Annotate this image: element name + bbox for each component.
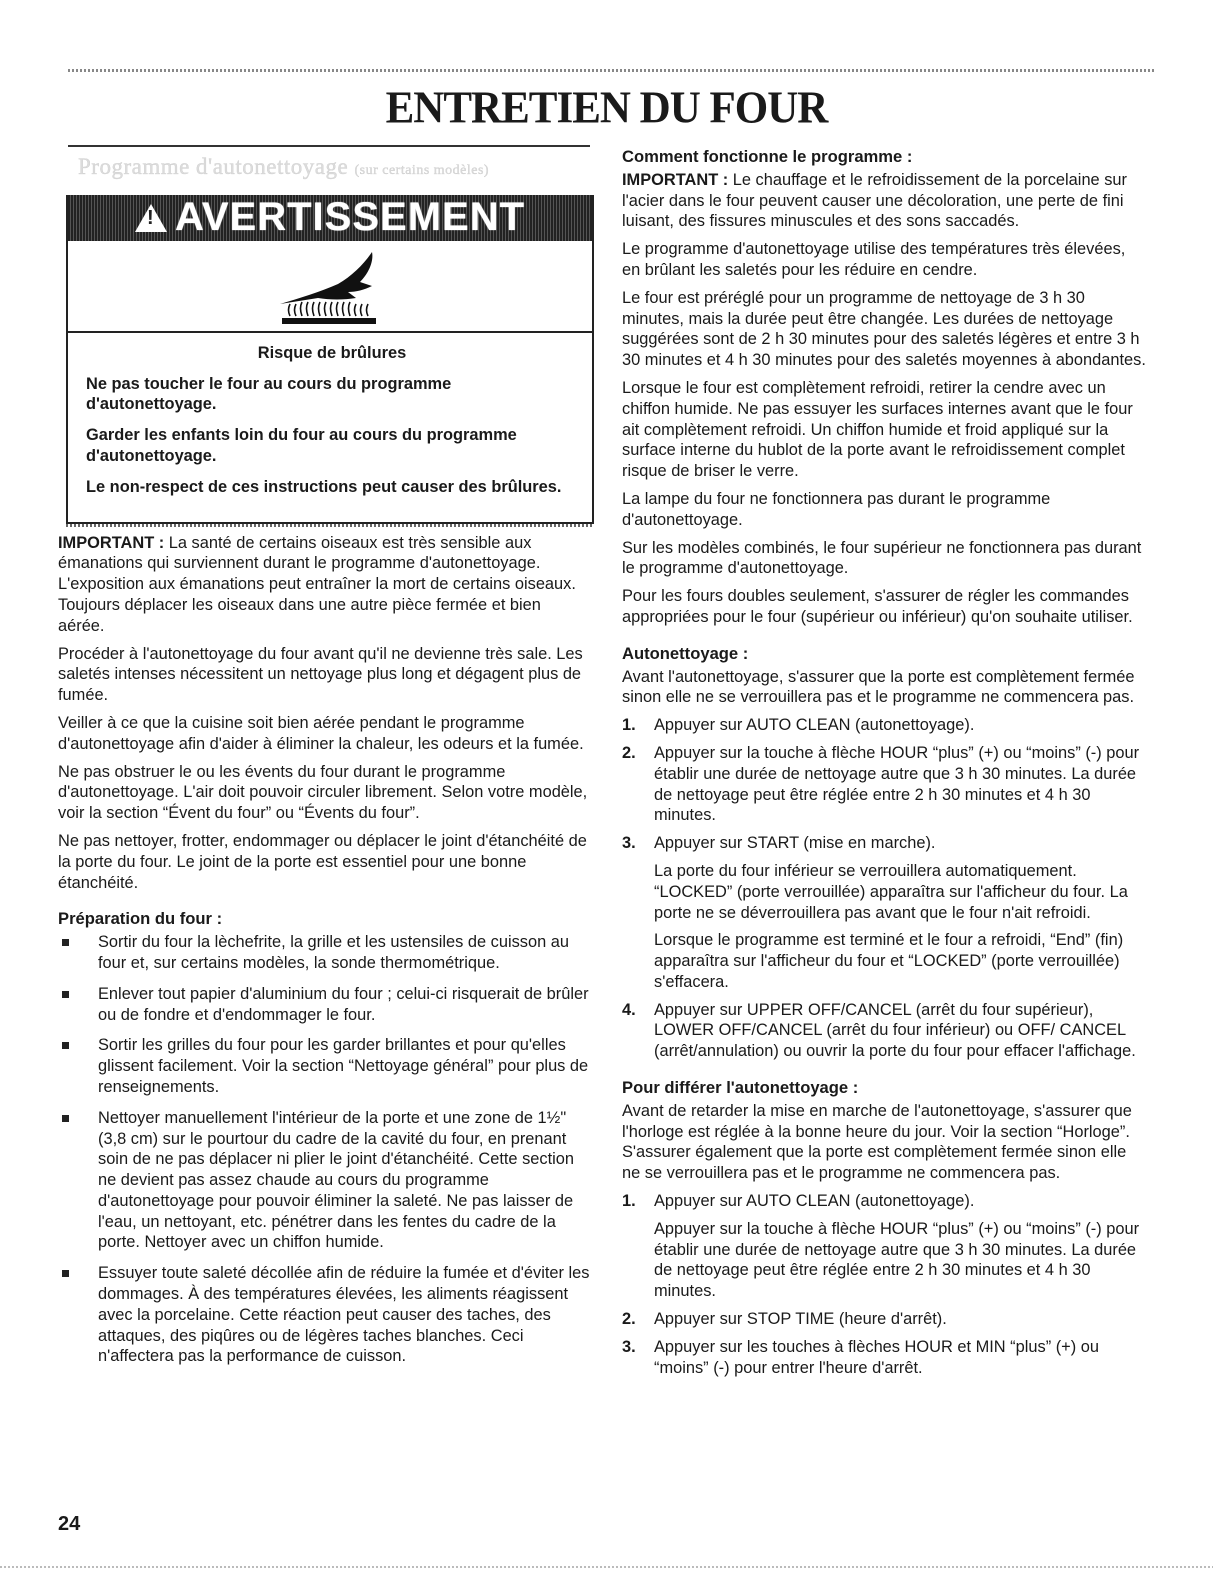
- step-number: 3.: [622, 1337, 636, 1356]
- step-text: Appuyer sur la touche à flèche HOUR “plus” (+) ou “moins” (-) pour établir une durée de nettoyage autre que 3 h 30 minutes. La durée de nettoyage peut être réglée entre 2 h 30 minutes et 4 h 30 minutes.: [654, 1219, 1140, 1301]
- list-item: Sortir du four la lèchefrite, la grille et les ustensiles de cuisson au four et, sur certains modèles, la sonde thermométrique.: [58, 932, 590, 974]
- body-paragraph: Ne pas obstruer le ou les évents du four durant le programme d'autonettoyage. L'air doit pouvoir circuler librement. Selon votre modèle, voir la section “Évent du four” ou “Évents du four”.: [58, 762, 588, 823]
- step-number: 1.: [622, 716, 636, 735]
- step-item: [622, 743, 1146, 826]
- warning-line: Le non-respect de ces instructions peut causer des brûlures.: [86, 477, 562, 496]
- prep-list: [58, 932, 590, 1367]
- prep-heading: Préparation du four :: [58, 909, 223, 929]
- warning-body: [68, 333, 592, 522]
- how-important-label: IMPORTANT :: [622, 170, 729, 189]
- right-column: [622, 147, 1146, 1385]
- step-text: Appuyer sur UPPER OFF/CANCEL (arrêt du four supérieur), LOWER OFF/CANCEL (arrêt du four inférieur) ou OFF/ CANCEL (arrêt/annulation) ou ouvrir la porte du four pour effacer l'affichage.: [654, 1000, 1136, 1061]
- step-item: [622, 1337, 1146, 1379]
- auto-intro: Avant l'autonettoyage, s'assurer que la porte est complètement fermée sinon elle ne se verrouillera pas et le programme ne commencera pas.: [622, 667, 1135, 707]
- hand-burn-icon: [260, 246, 400, 326]
- step-text: La porte du four inférieur se verrouillera automatiquement. “LOCKED” (porte verrouillée) apparaîtra sur l'afficheur du four. La porte ne se déverrouillera pas avant que le four n'ait refroidi.: [654, 861, 1128, 922]
- important-paragraph: [58, 533, 590, 637]
- body-paragraph: Veiller à ce que la cuisine soit bien aérée pendant le programme d'autonettoyage afin d'aider à éliminer la chaleur, les odeurs et la fumée.: [58, 713, 584, 753]
- step-item: [622, 715, 1146, 736]
- auto-heading: Autonettoyage :: [622, 643, 749, 663]
- step-number: 2.: [622, 1310, 636, 1329]
- step-text: Appuyer sur AUTO CLEAN (autonettoyage).: [654, 1192, 975, 1211]
- list-item: Nettoyer manuellement l'intérieur de la porte et une zone de 1½" (3,8 cm) sur le pourtour du cadre de la cavité du four, en prenant soin de ne pas déplacer ni plier le joint d'étanchéité. Cette section ne devient pas assez chaude au cours du programme d'autonettoyage pour pouvoir éliminer la saleté. Ne pas laisser de l'eau, un nettoyant, etc. pénétrer dans les fentes du cadre de la porte. Nettoyer avec un chiffon humide.: [58, 1108, 590, 1254]
- step-item: [622, 1000, 1146, 1062]
- delay-steps: [622, 1191, 1146, 1378]
- step-text: Lorsque le programme est terminé et le four a refroidi, “End” (fin) apparaîtra sur l'afficheur du four et “LOCKED” (porte verrouillée) s'effacera.: [654, 931, 1124, 991]
- important-text: La santé de certains oiseaux est très sensible aux émanations qui surviennent durant le programme d'autonettoyage. L'exposition aux émanations peut entraîner la mort de certains oiseaux. Toujours déplacer les oiseaux dans une autre pièce fermée et bien aérée.: [58, 533, 576, 635]
- warning-bottom-rule: [66, 524, 594, 527]
- list-item: Enlever tout papier d'aluminium du four ; celui-ci risquerait de brûler ou de fondre et d'endommager le four.: [58, 984, 590, 1026]
- page-title: ENTRETIEN DU FOUR: [385, 83, 828, 134]
- step-text: Appuyer sur STOP TIME (heure d'arrêt).: [654, 1310, 947, 1329]
- list-item: Sortir les grilles du four pour les garder brillantes et pour qu'elles glissent facilement. Voir la section “Nettoyage général” pour plus de renseignements.: [58, 1035, 590, 1097]
- body-paragraph: Lorsque le four est complètement refroidi, retirer la cendre avec un chiffon humide. Ne pas essuyer les surfaces internes avant que le four ait complètement refroidi. Un chiffon humide et froid appliqué sur la surface interne du hublot de la porte avant le refroidissement complet risque de briser le verre.: [622, 378, 1133, 481]
- step-number: 3.: [622, 834, 636, 853]
- step-item: [622, 833, 1146, 993]
- how-important-text: Le chauffage et le refroidissement de la porcelaine sur l'acier dans le four peuvent causer une décoloration, une perte de fini luisant, des fissures minuscules et des sons saccadés.: [622, 170, 1127, 231]
- step-text: Appuyer sur AUTO CLEAN (autonettoyage).: [654, 716, 975, 735]
- section-rule: [68, 145, 590, 147]
- bottom-dotted-rule: [0, 1566, 1213, 1568]
- how-heading: Comment fonctionne le programme :: [622, 147, 913, 166]
- body-paragraph: Pour les fours doubles seulement, s'assurer de régler les commandes appropriées pour le four (supérieur ou inférieur) qu'on souhaite utiliser.: [622, 587, 1133, 626]
- section-title: [78, 154, 590, 182]
- step-text: Appuyer sur START (mise en marche).: [654, 834, 936, 853]
- top-dotted-rule: [68, 69, 1155, 72]
- warning-triangle-icon: [135, 204, 167, 232]
- warning-line: Garder les enfants loin du four au cours du programme d'autonettoyage.: [86, 426, 517, 465]
- warning-line: Ne pas toucher le four au cours du programme d'autonettoyage.: [86, 374, 452, 414]
- warning-box: [66, 195, 594, 524]
- step-item: [622, 1191, 1146, 1302]
- warning-header: [68, 195, 592, 241]
- warning-pictogram-area: [68, 241, 592, 333]
- how-important-paragraph: [622, 170, 1146, 232]
- step-item: [622, 1309, 1146, 1330]
- page-number: 24: [58, 1513, 81, 1535]
- section-title-main: Programme d'autonettoyage: [78, 154, 349, 179]
- warning-subtitle: Risque de brûlures: [257, 343, 407, 362]
- body-paragraph: Procéder à l'autonettoyage du four avant qu'il ne devienne très sale. Les saletés intenses nécessitent un nettoyage plus long et dégagent plus de fumée.: [58, 644, 583, 705]
- step-number: 2.: [622, 743, 636, 762]
- delay-heading: Pour différer l'autonettoyage :: [622, 1078, 859, 1098]
- body-paragraph: La lampe du four ne fonctionnera pas durant le programme d'autonettoyage.: [622, 489, 1051, 529]
- step-number: 4.: [622, 1000, 636, 1019]
- step-text: Appuyer sur les touches à flèches HOUR et MIN “plus” (+) ou “moins” (-) pour entrer l'heure d'arrêt.: [654, 1337, 1099, 1377]
- body-paragraph: Sur les modèles combinés, le four supérieur ne fonctionnera pas durant le programme d'autonettoyage.: [622, 538, 1142, 578]
- list-item: Essuyer toute saleté décollée afin de réduire la fumée et d'éviter les dommages. À des températures élevées, les aliments réagissent avec la porcelaine. Cette réaction peut causer des taches, des attaques, des piqûres ou de légères taches blanches. Ceci n'affectera pas la performance de cuisson.: [58, 1263, 590, 1367]
- step-text: Appuyer sur la touche à flèche HOUR “plus” (+) ou “moins” (-) pour établir une durée de nettoyage autre que 3 h 30 minutes. La durée de nettoyage peut être réglée entre 2 h 30 minutes et 4 h 30 minutes.: [654, 743, 1140, 825]
- body-paragraph: Le four est préréglé pour un programme de nettoyage de 3 h 30 minutes, mais la durée peut être changée. Les durées de nettoyage suggérées sont de 2 h 30 minutes pour des saletés légères et entre 3 h 30 minutes et 4 h 30 minutes pour des saletés moyennes à abondantes.: [622, 288, 1146, 370]
- delay-intro: Avant de retarder la mise en marche de l'autonettoyage, s'assurer que l'horloge est réglée à la bonne heure du jour. Voir la section “Horloge”. S'assurer également que la porte est complètement fermée sinon elle ne se verrouillera pas et le programme ne commencera pas.: [622, 1101, 1132, 1183]
- important-label: IMPORTANT :: [58, 533, 165, 552]
- step-number: 1.: [622, 1192, 636, 1211]
- auto-steps: [622, 715, 1146, 1062]
- section-title-note: (sur certains modèles): [354, 163, 490, 178]
- left-column: [58, 145, 590, 1377]
- body-paragraph: Le programme d'autonettoyage utilise des températures très élevées, en brûlant les saletés pour les réduire en cendre.: [622, 240, 1126, 279]
- warning-header-text: AVERTISSEMENT: [174, 195, 526, 240]
- body-paragraph: Ne pas nettoyer, frotter, endommager ou déplacer le joint d'étanchéité de la porte du four. Le joint de la porte est essentiel pour une bonne étanchéité.: [58, 831, 587, 892]
